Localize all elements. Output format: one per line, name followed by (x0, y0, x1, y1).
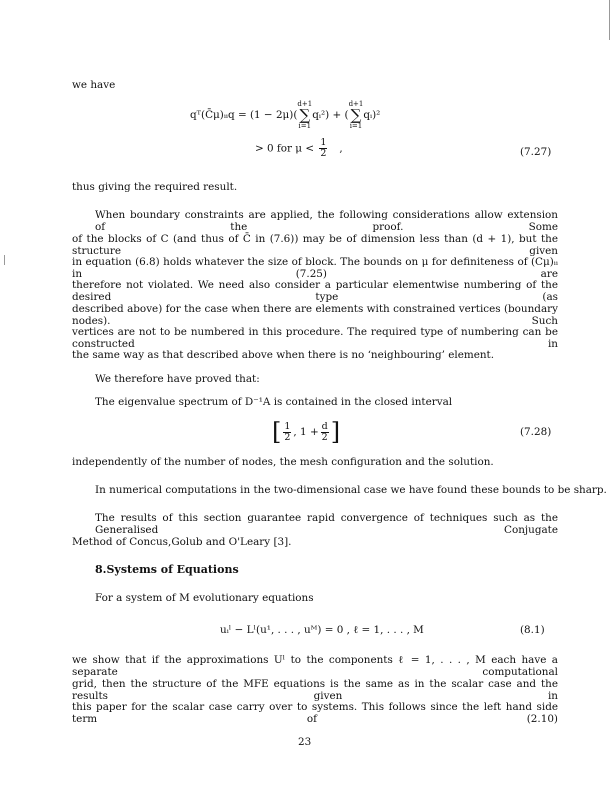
scan-speck (4, 255, 5, 265)
paragraph-line: grid, then the structure of the MFE equations is the same as in the scalar case and the results given in (72, 678, 558, 702)
sum-bottom: i=1 (298, 122, 312, 130)
section-heading: 8.Systems of Equations (95, 563, 239, 576)
sum-symbol: d+1 ∑ i=1 (297, 100, 313, 130)
denominator: 2 (284, 431, 291, 443)
fraction (321, 422, 329, 443)
left-bracket: [ (272, 418, 282, 446)
numerical-text: In numerical computations in the two-dimensional case we have found these bounds to be sharp. (95, 484, 607, 496)
proved-text: We therefore have proved that: (95, 373, 260, 385)
paragraph-line: we show that if the approximations Uˡ to the components ℓ = 1, . . . , M each have a separate computational (72, 654, 558, 678)
right-bracket: ] (330, 418, 341, 446)
paragraph-line: the same way as that described above when there is no ‘neighbouring’ element. (72, 349, 495, 361)
scan-edge-mark (609, 0, 610, 40)
sum-top: d+1 (348, 100, 364, 108)
denominator: 2 (321, 431, 328, 443)
system-intro-text: For a system of M evolutionary equations (95, 592, 314, 604)
paragraph-line: When boundary constraints are applied, the following considerations allow extension of the proof. Some (95, 209, 558, 233)
paragraph-line: vertices are not to be numbered in this procedure. The required type of numbering can be constructed in (72, 326, 558, 350)
eq-lhs: qᵀ(C̄μ)ᵢᵢq = (1 − 2μ)( (190, 109, 298, 121)
eq-comma: , (339, 142, 343, 155)
paragraph-line: therefore not violated. We need also consider a particular elementwise numbering of the desired type (as (72, 279, 558, 303)
fraction (283, 422, 291, 443)
eq-term1: qᵢ²) + ( (312, 109, 349, 121)
eq-middle: , 1 + (293, 426, 319, 438)
numerator: d (321, 420, 328, 432)
numerator: 1 (284, 420, 291, 432)
results-line: The results of this section guarantee rapid convergence of techniques such as the Generalised Conjugate (95, 512, 558, 536)
results-line: Method of Concus,Golub and O'Leary [3]. (72, 536, 292, 548)
denominator: 2 (320, 148, 327, 159)
paragraph-line: in equation (6.8) holds whatever the size of block. The bounds on μ for definiteness of (Cμ)ᵢᵢ in (7.25) are (72, 256, 558, 280)
eq-line2: > 0 for μ < (255, 142, 315, 155)
page-number: 23 (298, 736, 312, 748)
eq-body: uᵢˡ − Lˡ(u¹, . . . , uᴹ) = 0 , ℓ = 1, . . . , M (220, 624, 424, 636)
sum-top: d+1 (297, 100, 313, 108)
sum-bottom: i=1 (349, 122, 363, 130)
eigenvalue-text: The eigenvalue spectrum of D⁻¹A is contained in the closed interval (95, 396, 453, 408)
intro-text: we have (72, 79, 116, 91)
paragraph-line: described above) for the case when there are elements with constrained vertices (boundary nodes). Such (72, 303, 558, 327)
eq-term2: qᵢ)² (363, 109, 381, 121)
paragraph-line: this paper for the scalar case carry over to systems. This follows since the left hand side term of (2.10) (72, 701, 558, 725)
equation-number: (7.27) (520, 146, 552, 158)
equation-number: (8.1) (520, 624, 545, 636)
independently-text: independently of the number of nodes, the mesh configuration and the solution. (72, 456, 494, 468)
fraction (319, 138, 327, 159)
sum-symbol: d+1 ∑ i=1 (348, 100, 364, 130)
equation-number: (7.28) (520, 426, 552, 438)
numerator: 1 (320, 137, 327, 148)
paragraph-line: of the blocks of C (and thus of C̄ in (7.6)) may be of dimension less than (d + 1), but the structure given (72, 233, 558, 257)
after-equation-text: thus giving the required result. (72, 181, 238, 193)
